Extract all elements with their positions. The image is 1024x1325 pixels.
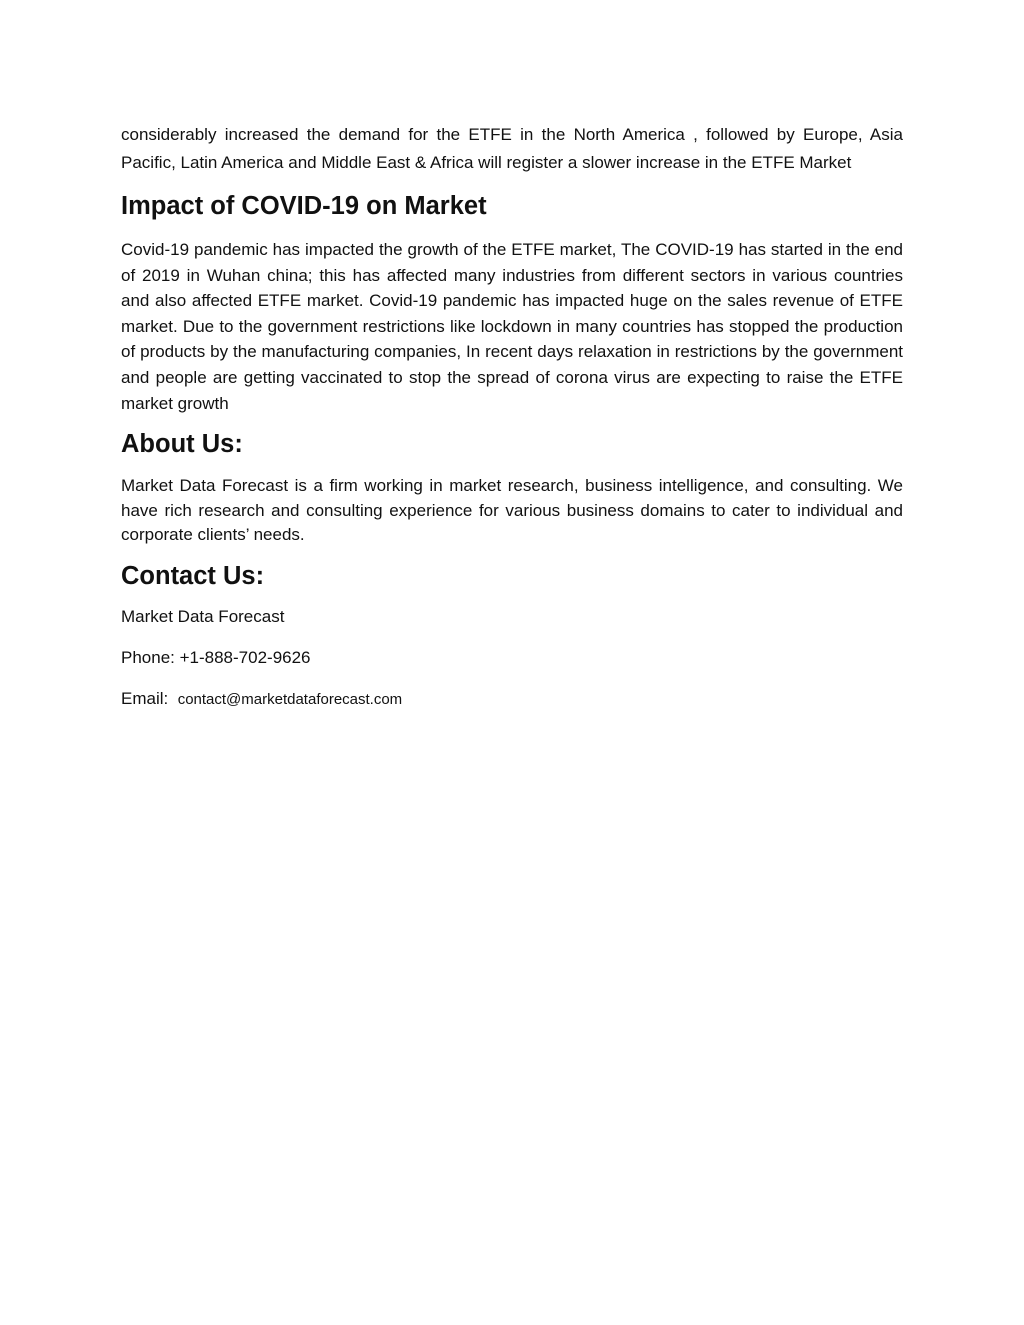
about-paragraph: Market Data Forecast is a firm working in market research, business intelligence, and consulting. We have rich research and consulting experience for various business domains to cater to individual and corporate clients’ needs. [121, 476, 903, 545]
spacer [121, 628, 903, 647]
email-label: Email: [121, 688, 169, 708]
spacer [121, 669, 903, 688]
about-heading: About Us: [121, 430, 243, 459]
intro-line-2: Pacific, Latin America and Middle East & Africa will register a slower increase in the ETFE Market [121, 153, 852, 172]
email-value: contact@marketdataforecast.com [177, 690, 403, 708]
covid-heading: Impact of COVID-19 on Market [121, 192, 487, 220]
intro-paragraph [121, 121, 903, 177]
contact-company: Market Data Forecast [121, 606, 285, 626]
contact-email [121, 688, 903, 711]
contact-heading: Contact Us: [121, 561, 265, 590]
intro-line-1: considerably increased the demand for the ETFE in the North America , followed by Europe, Asia [121, 125, 903, 144]
spacer [121, 455, 903, 474]
spacer [121, 217, 903, 237]
contact-phone: Phone: +1-888-702-9626 [121, 647, 311, 667]
covid-paragraph: Covid-19 pandemic has impacted the growth of the ETFE market, The COVID-19 has started in the end of 2019 in Wuhan china; this has affected many industries from different sectors in various countries and also affected ETFE market. Covid-19 pandemic has impacted huge on the sales revenue of ETFE market. Due to the government restrictions like lockdown in many countries has stopped the production of products by the manufacturing companies, In recent days relaxation in restrictions by the government and people are getting vaccinated to stop the spread of corona virus are expecting to raise the ETFE market growth [121, 240, 903, 413]
document-content [121, 121, 903, 711]
